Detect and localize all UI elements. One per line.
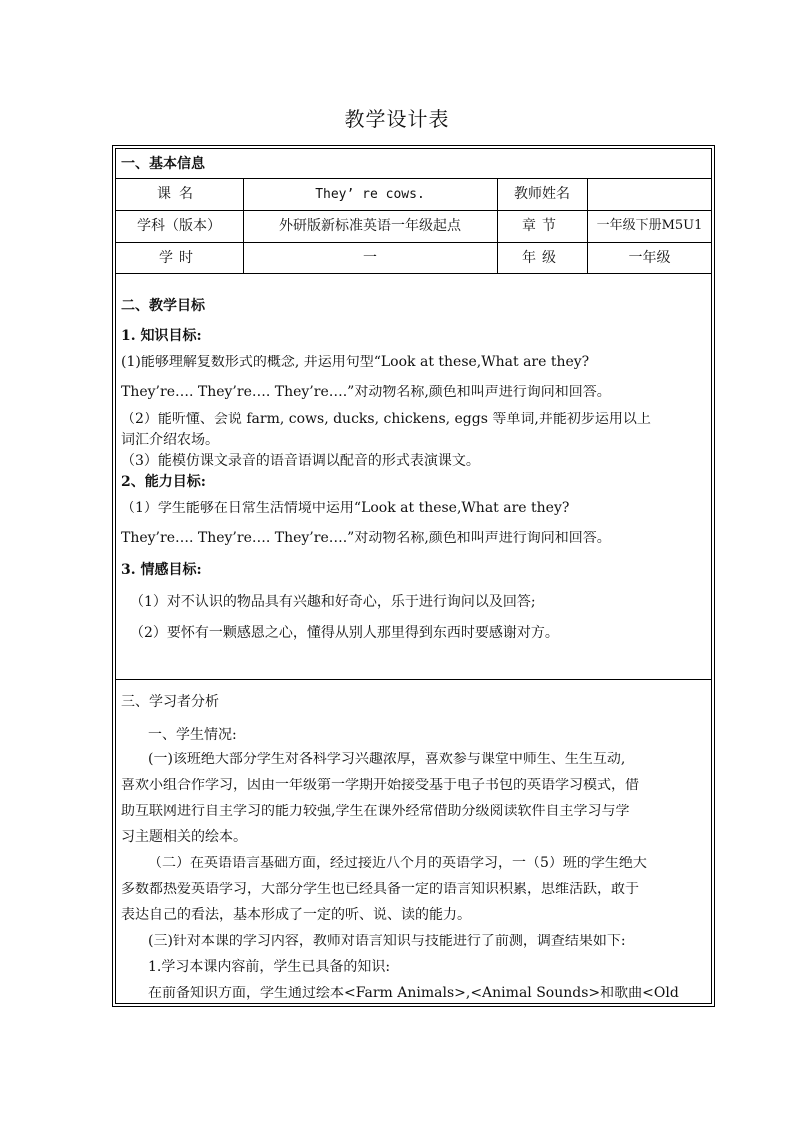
table-inner-border bbox=[115, 148, 712, 1004]
emotion-item-1: （1）对不认识的物品具有兴趣和好奇心，乐于进行询问以及回答; bbox=[130, 594, 536, 610]
value-course-name: They’ re cows. bbox=[315, 187, 425, 202]
page-title: 教学设计表 bbox=[344, 107, 450, 131]
learner-p1-line-3: 助互联网进行自主学习的能力较强,学生在课外经常借助分级阅读软件自主学习与学 bbox=[121, 804, 630, 818]
objectives-heading: 二、教学目标 bbox=[121, 298, 205, 314]
knowledge-item-3: （3）能模仿课文录音的语音语调以配音的形式表演课文。 bbox=[121, 453, 480, 469]
learner-p2-line-2: 多数都热爱英语学习，大部分学生也已经具备一定的语言知识积累，思维活跃，敢于 bbox=[121, 882, 639, 896]
learner-p4-line-1: 1.学习本课内容前，学生已具备的知识: bbox=[148, 959, 391, 975]
ability-item-1-line-1: （1）学生能够在日常生活情境中运用“Look at these,What are they? bbox=[121, 501, 570, 515]
label-grade: 年级 bbox=[522, 250, 562, 266]
rule-basic-header bbox=[115, 178, 712, 179]
value-grade: 一年级 bbox=[628, 250, 671, 266]
label-course-name: 课名 bbox=[157, 186, 201, 202]
rule-row3 bbox=[115, 273, 712, 274]
learner-p1-line-1: (一)该班绝大部分学生对各科学习兴趣浓厚，喜欢参与课堂中师生、生生互动, bbox=[148, 752, 626, 766]
label-subject: 学科（版本） bbox=[137, 218, 221, 234]
value-subject: 外研版新标准英语一年级起点 bbox=[279, 218, 461, 234]
value-hours: 一 bbox=[363, 250, 377, 266]
learner-p2-line-3: 表达自己的看法，基本形成了一定的听、说、读的能力。 bbox=[121, 907, 471, 923]
learner-p3-line-1: (三)针对本课的学习内容，教师对语言知识与技能进行了前测，调查结果如下: bbox=[148, 934, 626, 948]
emotion-heading: 3. 情感目标: bbox=[121, 562, 202, 578]
learner-p2-line-1: （二）在英语语言基础方面，经过接近八个月的英语学习，一（5）班的学生绝大 bbox=[148, 856, 647, 870]
knowledge-item-1-line-2: They’re…. They’re…. They’re….”对动物名称,颜色和叫声进行询问和回答。 bbox=[121, 385, 611, 399]
rule-row2 bbox=[115, 242, 712, 243]
learner-p1-line-2: 喜欢小组合作学习，因由一年级第一学期开始接受基于电子书包的英语学习模式，借 bbox=[121, 778, 639, 792]
rule-row1 bbox=[115, 210, 712, 211]
learner-subheading: 一、学生情况: bbox=[148, 727, 237, 743]
learner-heading: 三、学习者分析 bbox=[121, 694, 219, 710]
knowledge-item-2-line-2: 词汇介绍农场。 bbox=[121, 432, 219, 448]
ability-item-1-line-2: They’re…. They’re…. They’re….”对动物名称,颜色和叫声进行询问和回答。 bbox=[121, 531, 611, 545]
ability-heading: 2、能力目标: bbox=[121, 474, 206, 490]
knowledge-item-2-line-1: （2）能听懂、会说 farm, cows, ducks, chickens, eggs 等单词,并能初步运用以上 bbox=[121, 412, 651, 426]
label-teacher-name: 教师姓名 bbox=[514, 186, 570, 202]
rule-objectives-end bbox=[115, 679, 712, 680]
emotion-item-2: （2）要怀有一颗感恩之心，懂得从别人那里得到东西时要感谢对方。 bbox=[130, 625, 559, 641]
knowledge-item-1-line-1: (1)能够理解复数形式的概念, 并运用句型“Look at these,What are they? bbox=[121, 355, 590, 369]
learner-p1-line-4: 习主题相关的绘本。 bbox=[121, 829, 247, 845]
basic-info-heading: 一、基本信息 bbox=[121, 156, 205, 172]
label-chapter: 章节 bbox=[522, 218, 562, 234]
value-chapter: 一年级下册M5U1 bbox=[596, 218, 703, 233]
learner-p5-line-1: 在前备知识方面，学生通过绘本<Farm Animals>,<Animal Sounds>和歌曲<Old bbox=[148, 986, 679, 1000]
label-hours: 学时 bbox=[159, 250, 199, 266]
knowledge-heading: 1. 知识目标: bbox=[121, 328, 202, 344]
